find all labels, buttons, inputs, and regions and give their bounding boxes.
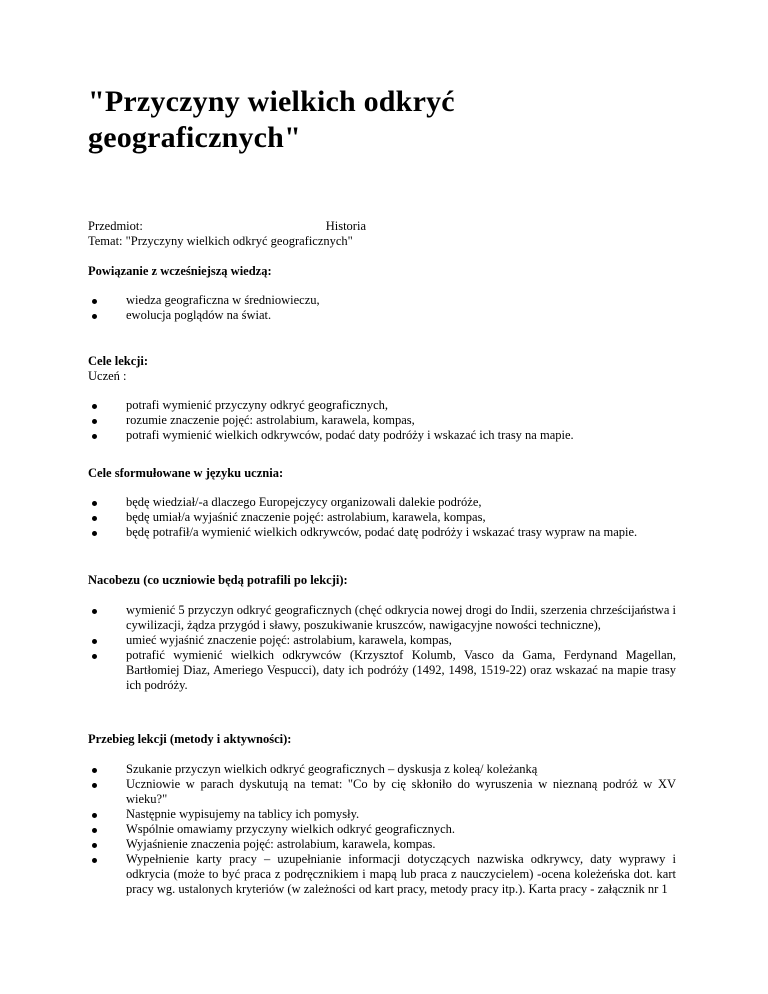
topic-line: Temat: "Przyczyny wielkich odkryć geograficznych": [88, 234, 353, 248]
prior-knowledge-list: [88, 293, 676, 323]
list-item: umieć wyjaśnić znaczenie pojęć: astrolabium, karawela, kompas,: [88, 633, 676, 648]
list-item: wiedza geograficzna w średniowieczu,: [88, 293, 676, 308]
subject-label: Przedmiot:: [88, 219, 143, 233]
goals-subheading: Uczeń :: [88, 369, 127, 383]
list-item: będę potrafił/a wymienić wielkich odkrywców, podać datę podróży i wskazać trasy wypraw na mapie.: [88, 525, 676, 540]
student-goals-heading: Cele sformułowane w języku ucznia:: [88, 466, 284, 480]
nacobezu-section: [88, 573, 676, 693]
nacobezu-list: [88, 603, 676, 693]
subject-value: Historia: [325, 219, 366, 233]
prior-knowledge-section: [88, 264, 676, 323]
list-item: Uczniowie w parach dyskutują na temat: "Co by cię skłoniło do wyruszenia w nieznaną podróż w XV wieku?": [88, 777, 676, 807]
list-item: potrafi wymienić wielkich odkrywców, podać daty podróży i wskazać ich trasy na mapie.: [88, 428, 676, 443]
list-item: ewolucja poglądów na świat.: [88, 308, 676, 323]
goals-heading: Cele lekcji:: [88, 354, 149, 368]
lesson-meta: [88, 219, 676, 249]
list-item: rozumie znaczenie pojęć: astrolabium, karawela, kompas,: [88, 413, 676, 428]
student-goals-section: [88, 466, 676, 540]
document-title: "Przyczyny wielkich odkryć geograficznych": [88, 85, 455, 154]
list-item: Szukanie przyczyn wielkich odkryć geograficznych – dyskusja z koleą/ koleżanką: [88, 762, 676, 777]
nacobezu-heading: Nacobezu (co uczniowie będą potrafili po lekcji):: [88, 573, 348, 587]
list-item: potrafi wymienić przyczyny odkryć geograficznych,: [88, 398, 676, 413]
course-section: [88, 732, 676, 897]
list-item: będę wiedział/-a dlaczego Europejczycy organizowali dalekie podróże,: [88, 495, 676, 510]
list-item: będę umiał/a wyjaśnić znaczenie pojęć: astrolabium, karawela, kompas,: [88, 510, 676, 525]
list-item: Wspólnie omawiamy przyczyny wielkich odkryć geograficznych.: [88, 822, 676, 837]
goals-section: [88, 354, 676, 443]
course-list: [88, 762, 676, 897]
list-item: Wypełnienie karty pracy – uzupełnianie informacji dotyczących nazwiska odkrywcy, daty wyprawy i odkrycia (może to być praca z podręcznikiem i mapą lub praca z nauczycielem) -ocena koleżeńska dot. kart pracy wg. ustalonych kryteriów (w zależności od kart pracy, metody pracy itp.). Karta pracy - załącznik nr 1: [88, 852, 676, 897]
student-goals-list: [88, 495, 676, 540]
subject-row: [88, 219, 366, 234]
list-item: wymienić 5 przyczyn odkryć geograficznych (chęć odkrycia nowej drogi do Indii, szerzenia chrześcijaństwa i cywilizacji, żądza przygód i sławy, poszukiwanie kruszców, nawigacyjne nowości techniczne),: [88, 603, 676, 633]
list-item: potrafić wymienić wielkich odkrywców (Krzysztof Kolumb, Vasco da Gama, Ferdynand Magellan, Bartłomiej Diaz, Ameriego Vespucci), daty ich podróży (1492, 1498, 1519-22) oraz wskazać na mapie trasy ich podróży.: [88, 648, 676, 693]
list-item: Następnie wypisujemy na tablicy ich pomysły.: [88, 807, 676, 822]
list-item: Wyjaśnienie znaczenia pojęć: astrolabium, karawela, kompas.: [88, 837, 676, 852]
prior-knowledge-heading: Powiązanie z wcześniejszą wiedzą:: [88, 264, 272, 278]
course-heading: Przebieg lekcji (metody i aktywności):: [88, 732, 292, 746]
goals-list: [88, 398, 676, 443]
